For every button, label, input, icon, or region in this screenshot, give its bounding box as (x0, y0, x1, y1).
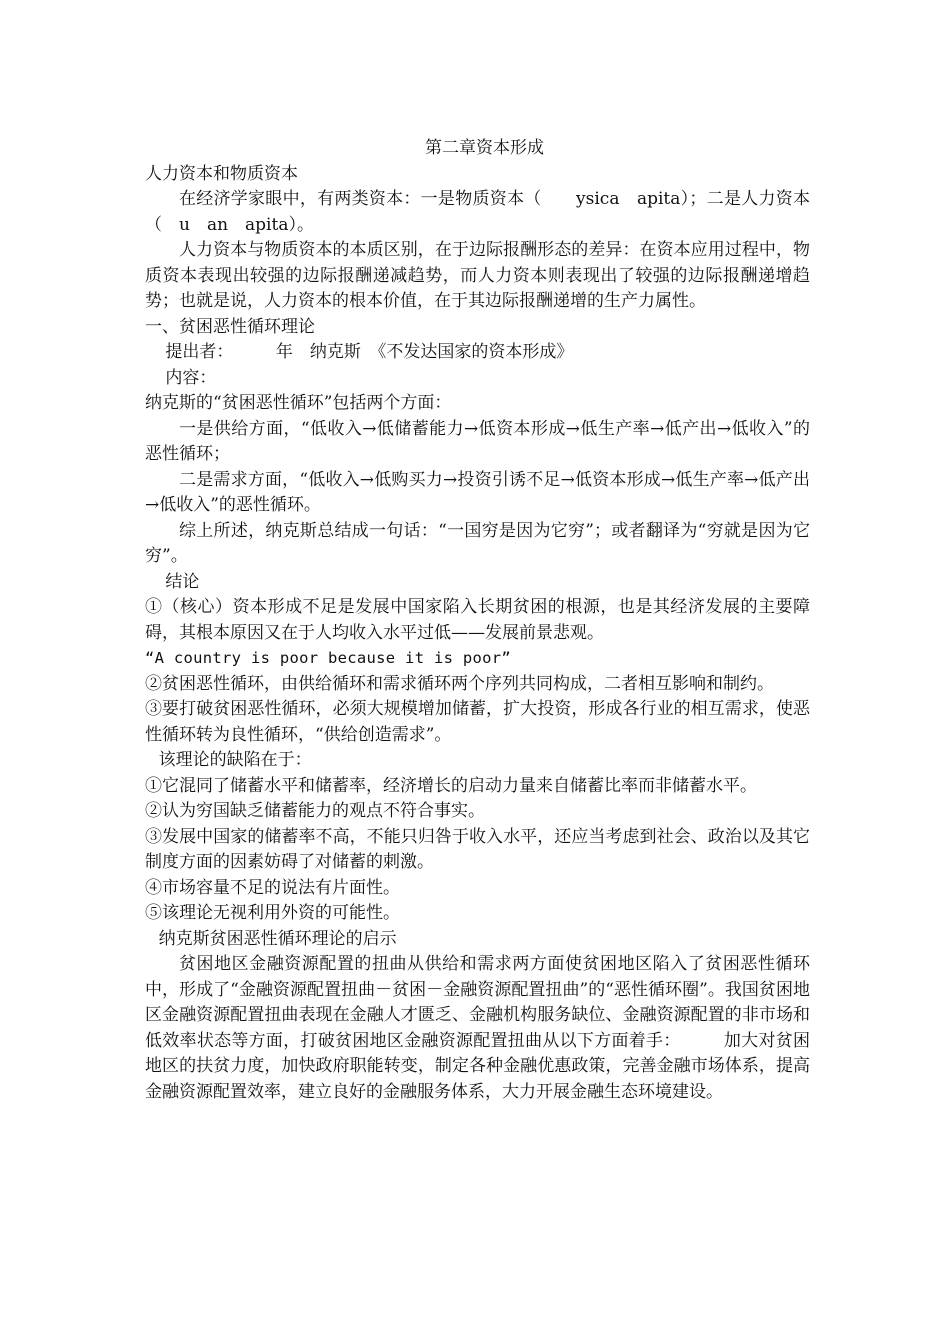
section-heading-poverty-cycle: 一、贫困恶性循环理论 (145, 316, 315, 337)
defect-item-4: ④市场容量不足的说法有片面性。 (145, 877, 400, 898)
paragraph-capital-difference: 人力资本与物质资本的本质区别，在于边际报酬形态的差异：在资本应用过程中，物质资本表现出较强的边际报酬递减趋势，而人力资本则表现出了较强的边际报酬递增趋势；也就是说，人力资本的根本价值，在于其边际报酬递增的生产力属性。 (145, 240, 810, 311)
defect-item-5: ⑤该理论无视利用外资的可能性。 (145, 903, 400, 923)
conclusion-item-1: ①（核心）资本形成不足是发展中国家陷入长期贫困的根源，也是其经济发展的主要障碍，其根本原因又在于人均收入水平过低——发展前景悲观。 (145, 597, 810, 643)
document-body (145, 136, 810, 1105)
paragraph-demand-side: 二是需求方面，“低收入→低购买力→投资引诱不足→低资本形成→低生产率→低产出→低收入”的恶性循环。 (145, 469, 810, 515)
section-heading-human-capital: 人力资本和物质资本 (145, 163, 298, 184)
section-heading-implications: 纳克斯贫困恶性循环理论的启示 (158, 928, 397, 949)
paragraph-proposer: 提出者： 年 纳克斯 《不发达国家的资本形成》 (165, 342, 574, 362)
chapter-title: 第二章资本形成 (425, 138, 544, 158)
conclusion-item-2: ②贫困恶性循环，由供给循环和需求循环两个序列共同构成，二者相互影响和制约。 (145, 673, 774, 694)
paragraph-summary: 综上所述，纳克斯总结成一句话：“一国穷是因为它穷”；或者翻译为“穷就是因为它穷”。 (145, 520, 810, 566)
section-heading-conclusion: 结论 (165, 571, 200, 592)
defect-item-2: ②认为穷国缺乏储蓄能力的观点不符合事实。 (145, 801, 485, 821)
paragraph-content-label: 内容： (165, 367, 217, 388)
paragraph-supply-side: 一是供给方面，“低收入→低储蓄能力→低资本形成→低生产率→低产出→低收入”的恶性循环； (145, 418, 810, 464)
defect-item-3: ③发展中国家的储蓄率不高，不能只归咎于收入水平，还应当考虑到社会、政治以及其它制度方面的因素妨碍了对储蓄的刺激。 (145, 826, 810, 872)
english-quote: “A country is poor because it is poor” (145, 649, 512, 667)
paragraph-two-aspects: 纳克斯的“贫困恶性循环”包括两个方面： (145, 393, 452, 413)
paragraph-implications: 贫困地区金融资源配置的扭曲从供给和需求两方面使贫困地区陷入了贫困恶性循环中，形成了“金融资源配置扭曲－贫困－金融资源配置扭曲”的“恶性循环圈”。我国贫困地区金融资源配置扭曲表现在金融人才匮乏、金融机构服务缺位、金融资源配置的非市场和低效率状态等方面，打破贫困地区金融资源配置扭曲从以下方面着手： 加大对贫困地区的扶贫力度，加快政府职能转变，制定各种金融优惠政策，完善金融市场体系，提高金融资源配置效率，建立良好的金融服务体系，大力开展金融生态环境建设。 (145, 954, 810, 1102)
section-heading-defects: 该理论的缺陷在于： (158, 750, 312, 770)
defect-item-1: ①它混同了储蓄水平和储蓄率，经济增长的启动力量来自储蓄比率而非储蓄水平。 (145, 775, 757, 796)
conclusion-item-3: ③要打破贫困恶性循环，必须大规模增加储蓄，扩大投资，形成各行业的相互需求，使恶性循环转为良性循环，“供给创造需求”。 (145, 699, 810, 745)
paragraph-two-types-capital: 在经济学家眼中，有两类资本：一是物质资本（ ysica apita）；二是人力资本（ u an apita）。 (145, 189, 810, 235)
